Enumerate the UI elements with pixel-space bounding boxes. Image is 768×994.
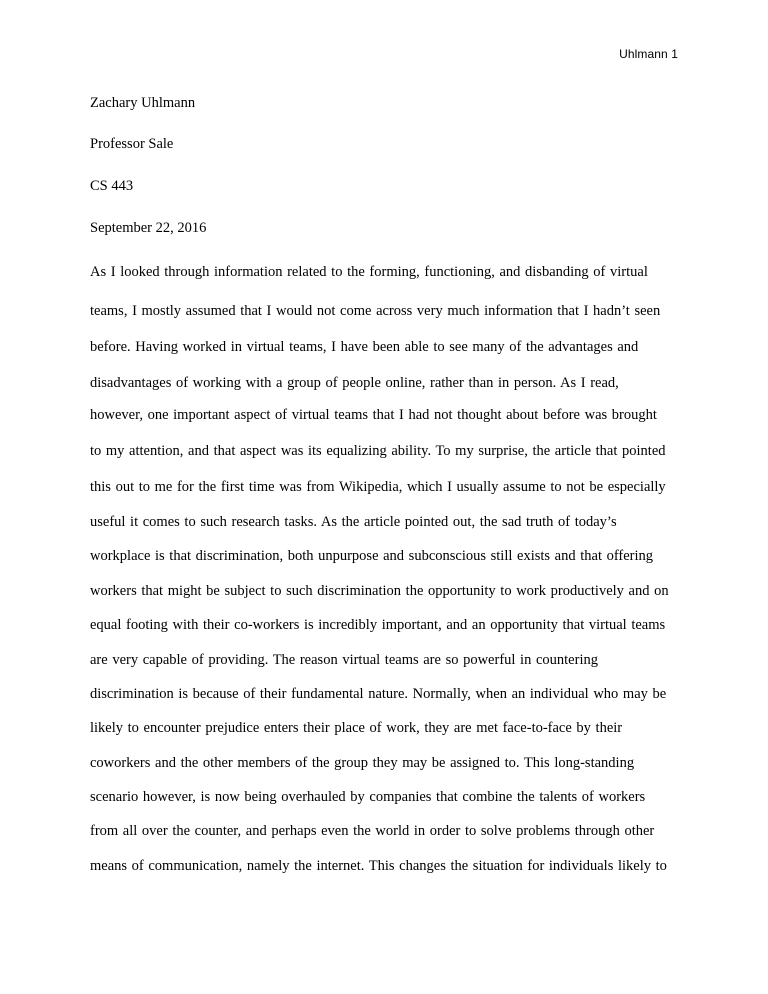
paragraph-line: discrimination is because of their fundamental nature. Normally, when an individual who may be (90, 686, 667, 702)
paragraph-line: before. Having worked in virtual teams, I have been able to see many of the advantages and (90, 339, 639, 355)
paragraph-line: disadvantages of working with a group of people online, rather than in person. As I read, (90, 375, 619, 391)
paragraph-line: teams, I mostly assumed that I would not come across very much information that I hadn’t seen (90, 303, 661, 319)
paragraph-line: means of communication, namely the internet. This changes the situation for individuals likely to (90, 858, 667, 874)
paragraph-line: are very capable of providing. The reason virtual teams are so powerful in countering (90, 652, 598, 668)
paragraph-line: coworkers and the other members of the group they may be assigned to. This long-standing (90, 755, 635, 771)
paragraph-line: scenario however, is now being overhauled by companies that combine the talents of workers (90, 789, 646, 805)
paragraph-line: equal footing with their co-workers is incredibly important, and an opportunity that virtual teams (90, 617, 666, 633)
document-date: September 22, 2016 (90, 220, 207, 236)
paragraph-line: useful it comes to such research tasks. As the article pointed out, the sad truth of today’s (90, 514, 617, 530)
professor-name: Professor Sale (90, 136, 174, 152)
paragraph-line: from all over the counter, and perhaps even the world in order to solve problems through other (90, 823, 655, 839)
author-name: Zachary Uhlmann (90, 95, 196, 111)
paragraph-line: however, one important aspect of virtual teams that I had not thought about before was brought (90, 407, 657, 423)
paragraph-line: As I looked through information related to the forming, functioning, and disbanding of virtual (90, 264, 648, 280)
paragraph-line: workplace is that discrimination, both unpurpose and subconscious still exists and that offering (90, 548, 654, 564)
paragraph-line: to my attention, and that aspect was its equalizing ability. To my surprise, the article that pointed (90, 443, 666, 459)
paragraph-line: workers that might be subject to such discrimination the opportunity to work productively and on (90, 583, 669, 599)
course-name: CS 443 (90, 178, 134, 194)
paragraph-line: likely to encounter prejudice enters their place of work, they are met face-to-face by their (90, 720, 623, 736)
paragraph-line: this out to me for the first time was from Wikipedia, which I usually assume to not be especially (90, 479, 666, 495)
page-number-header: Uhlmann 1 (619, 47, 678, 61)
